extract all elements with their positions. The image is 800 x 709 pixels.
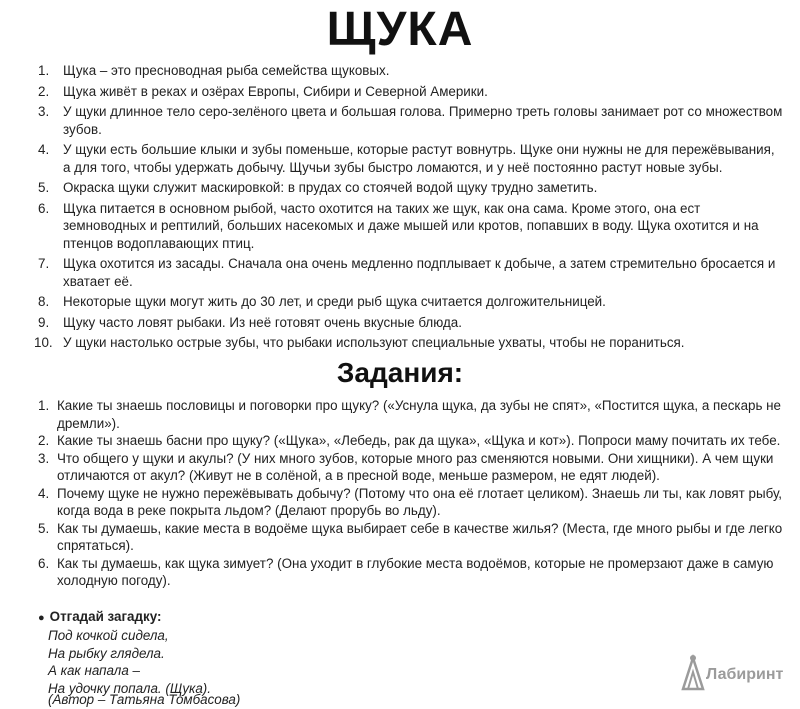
item-text: Как ты думаешь, какие места в водоёме щука выбирает себе в качестве жилья? (Места, где много рыбы и где легко спрятаться).: [57, 520, 783, 553]
item-text: Как ты думаешь, как щука зимует? (Она уходит в глубокие места водоёмов, которые не промерзают даже в самую холодную погоду).: [57, 555, 774, 588]
item-number: 2.: [38, 83, 50, 99]
item-text: Щука живёт в реках и озёрах Европы, Сибири и Северной Америки.: [63, 83, 488, 99]
list-item: [38, 200, 783, 253]
list-item: [38, 293, 783, 311]
item-text: Какие ты знаешь пословицы и поговорки про щуку? («Уснула щука, да зубы не спят», «Постится щука, а пескарь не дремли»).: [57, 398, 781, 431]
item-number: 7.: [38, 256, 50, 271]
list-item: [38, 450, 783, 485]
item-number: 5.: [38, 520, 50, 536]
list-item: [38, 141, 783, 176]
riddle-line: На удочку попала. (Щука).: [48, 680, 211, 696]
list-item: [38, 485, 783, 520]
item-text: У щуки настолько острые зубы, что рыбаки используют специальные ухваты, чтобы не пораниться.: [63, 335, 685, 350]
facts-list: [34, 62, 783, 352]
list-item: [38, 555, 783, 590]
item-number: 4.: [38, 142, 50, 157]
page-title: ЩУКА: [326, 3, 474, 56]
list-item: [34, 334, 783, 352]
item-text: Какие ты знаешь басни про щуку? («Щука», «Лебедь, рак да щука», «Щука и кот»). Попроси маму почитать их тебе.: [57, 433, 781, 448]
item-text: Щука – это пресноводная рыба семейства щуковых.: [63, 63, 390, 78]
item-text: У щуки есть большие клыки и зубы поменьше, которые растут вовнутрь. Щуке они нужны не для пережёвывания, а для того, чтобы удержать добычу. Щучьи зубы быстро ломаются, и у неё постоянно растут новые зубы.: [63, 142, 775, 175]
list-item: [38, 62, 783, 80]
list-item: [38, 432, 783, 450]
watermark: [680, 652, 790, 692]
list-item: [38, 397, 783, 432]
item-text: Окраска щуки служит маскировкой: в прудах со стоячей водой щуку трудно заметить.: [63, 180, 598, 195]
tasks-heading: Задания:: [336, 357, 464, 388]
item-number: 9.: [38, 314, 50, 330]
item-text: Щука питается в основном рыбой, часто охотится на таких же щук, как она сама. Кроме этого, она ест земноводных и рептилий, больших насекомых и даже мышей или кротов, попавших в воду. Щука охотится и на птенцов водоплавающих птиц.: [63, 200, 759, 251]
item-number: 2.: [38, 433, 50, 448]
list-item: [38, 255, 783, 290]
item-text: Почему щуке не нужно пережёвывать добычу? (Потому что она её глотает целиком). Знаешь ли ты, как ловят рыбу, когда вода в реке покрыта льдом? (Делают прорубь во льду).: [57, 485, 783, 518]
labirint-logo-icon: [680, 652, 708, 692]
riddle-line: Под кочкой сидела,: [48, 628, 169, 643]
riddle-line: А как напала –: [48, 663, 140, 679]
riddle-block: [38, 608, 598, 709]
riddle-heading-text: Отгадай загадку:: [49, 609, 162, 624]
item-number: 1.: [38, 63, 50, 78]
list-item: [38, 520, 783, 555]
riddle-heading: [38, 608, 598, 627]
item-text: Что общего у щуки и акулы? (У них много зубов, которые много раз сменяются новыми. Они хищники). А чем щуки отличаются от акул? (Живут не в солёной, а в пресной воде, меньше размером, не едят людей).: [57, 450, 774, 483]
riddle-line: На рыбку глядела.: [48, 645, 165, 661]
item-number: 4.: [38, 485, 50, 501]
bullet-icon: ●: [38, 612, 45, 624]
item-number: 1.: [38, 398, 50, 413]
item-number: 3.: [38, 104, 50, 119]
item-text: У щуки длинное тело серо-зелёного цвета и большая голова. Примерно треть головы занимает рот со множеством зубов.: [63, 104, 783, 137]
item-number: 6.: [38, 200, 50, 216]
item-number: 3.: [38, 450, 50, 466]
list-item: [38, 314, 783, 332]
list-item: [38, 83, 783, 101]
item-number: 6.: [38, 555, 50, 571]
item-text: Некоторые щуки могут жить до 30 лет, и среди рыб щука считается долгожительницей.: [63, 294, 606, 309]
item-text: Щука охотится из засады. Сначала она очень медленно подплывает к добыче, а затем стремительно бросается и хватает её.: [63, 256, 776, 289]
riddle-author: (Автор – Татьяна Томбасова): [48, 692, 241, 708]
list-item: [38, 179, 783, 197]
item-number: 5.: [38, 180, 50, 195]
watermark-text: Лабиринт: [706, 666, 784, 683]
list-item: [38, 103, 783, 138]
tasks-list: [38, 397, 783, 590]
item-text: Щуку часто ловят рыбаки. Из неё готовят очень вкусные блюда.: [63, 314, 462, 330]
item-number: 8.: [38, 294, 50, 309]
item-number: 10.: [34, 335, 53, 350]
